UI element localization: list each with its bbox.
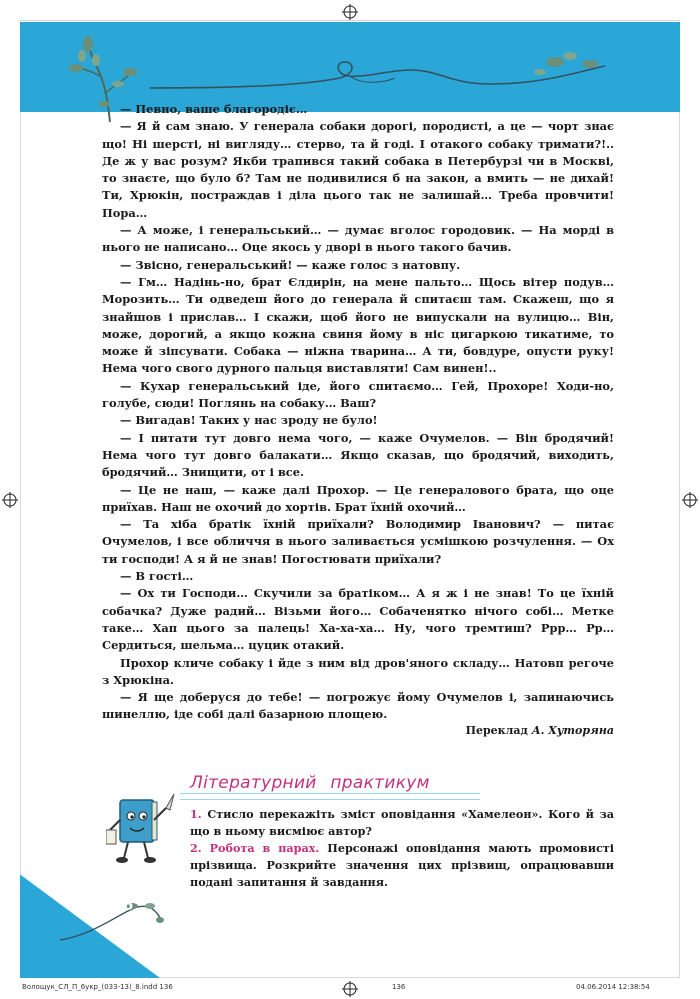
story-paragraph: — Я й сам знаю. У генерала собаки дорогі, породисті, а це — чорт знає що! Ні шерсті, ні вигляду… стерво, та й годі. І отакого собаку тримати?!.. Де ж у вас розум? Якби трапився такий собака в Петербурзі чи в Москві, то знаєте, що було б? Там не подивилися б на закон, а вмить — не дихай! Ти, Хрюкін, постраждав і діла цього так не залишай… Треба провчити! Пора… [102,119,614,220]
practice-tasks [190,806,614,891]
story-paragraph: — І питати тут довго нема чого, — каже Очумелов. — Він бродячий! Нема чого тут довго балакати… Якщо сказав, що бродячий, виходить, бродячий… Знищити, от і все. [102,430,614,480]
footer-date: 04.06.2014 12:38:54 [576,983,650,991]
story-paragraph: — Гм… Надінь-но, брат Єлдирін, на мене пальто… Щось вітер подув… Морозить… Ти одведеш його до генерала й спитаєш там. Скажеш, що я знайшов і прислав… І скажи, щоб його не випускали на вулицю… Він, може, дорогий, а якщо кожна свиня йому в ніс цигаркою тикатиме, то може й зіпсувати. Собака — ніжна тварина… А ти, бовдуре, опусти руку! Нема чого свого дурного пальця виставляти! Сам винен!.. [102,274,614,376]
story-paragraph: — В гості… [120,569,194,584]
story-paragraph: — Це не наш, — каже далі Прохор. — Це генералового брата, що оце приїхав. Наш не охочий до хортів. Брат їхній охочий… [102,482,614,514]
credit-author: А. Хуторяна [531,724,614,737]
task-1-text: Стисло перекажіть зміст оповідання «Хамелеон». Кого й за що в ньому висміює автор? [190,807,614,838]
registration-mark-bottom-icon [342,981,358,997]
task-2-number: 2. [190,841,202,855]
registration-mark-right-icon [682,492,698,508]
title-underline [180,793,480,800]
task-2-text: Персонажі оповідання мають промовисті прізвища. Розкрийте значення цих прізвищ, опрацювавши подані запитання й завдання. [190,841,614,889]
credit-prefix: Переклад [465,724,528,737]
task-1-number: 1. [190,807,202,821]
story-paragraph: — Вигадав! Таких у нас зроду не було! [120,413,378,428]
book-mascot-icon [106,790,178,870]
translation-credit [102,724,614,737]
task-1 [190,806,614,840]
swirl-ornament-icon [150,48,620,98]
page-number: 136 [102,896,134,914]
footer-page: 136 [392,983,406,991]
story-paragraph: — Ох ти Господи… Скучили за братіком… А я ж і не знав! То це їхній собачка? Дуже радий… Візьми його… Собаченятко нічого собі… Метке таке… Хап цього за палець! Ха-ха-ха… Ну, чого тремтиш? Ррр… Рр… Сердиться, шельма… цуцик отакий. [102,586,614,653]
story-paragraph: Прохор кличе собаку і йде з ним від дров'яного складу… Натовп регоче з Хрюкіна. [102,655,614,687]
story-paragraph: — Звісно, генеральський! — каже голос з натовпу. [120,257,461,272]
practice-title: Літературний практикум [190,773,430,793]
story-paragraph: — А може, і генеральський… — думає вголос городовик. — На морді в нього не написано… Оце якось у дворі в нього такого бачив. [102,223,614,255]
story-paragraph: — Певно, ваше благородіє… [120,102,308,116]
registration-mark-left-icon [2,492,18,508]
story-paragraph: — Я ще доберуся до тебе! — погрожує йому Очумелов і, запинаючись шинеллю, іде собі далі базарною площею. [102,690,614,722]
task-2 [190,840,614,891]
story-paragraph: — Та хіба братік їхній приїхали? Володимир Іванович? — питає Очумелов, і все обличчя в нього заливається усмішкою розчулення. — Ох ти господи! А я й не знав! Погостювати приїхали? [102,517,614,566]
corner-vine-icon [60,880,170,950]
task-2-label: Робота в парах. [209,841,320,855]
story-text [102,101,614,724]
registration-mark-top-icon [342,4,358,20]
footer-file-name: Волощук_СЛ_П_6укр_(033-13)_8.indd 136 [22,983,173,991]
story-paragraph: — Кухар генеральський іде, його спитаємо… Гей, Прохоре! Ходи-но, голубе, сюди! Поглянь на собаку… Ваш? [102,378,614,411]
